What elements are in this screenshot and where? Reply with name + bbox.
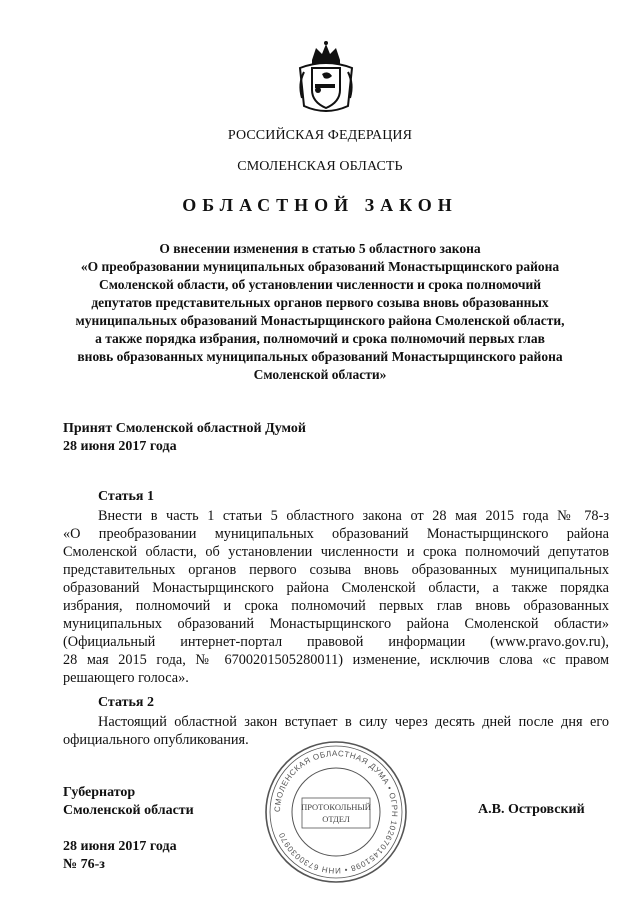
article-1-line: Внести в часть 1 статьи 5 областного закона от 28 мая 2015 года № 78-з xyxy=(98,508,609,524)
subject-line: О внесении изменения в статью 5 областного закона xyxy=(159,241,481,256)
country-name: РОССИЙСКАЯ ФЕДЕРАЦИЯ xyxy=(227,128,413,143)
signing-info xyxy=(63,838,177,874)
subject-line: Смоленской области» xyxy=(253,367,387,382)
subject-line: а также порядка избрания, полномочий и срока полномочий первых глав xyxy=(95,331,545,346)
article-1-line: образований Монастырщинского района Смоленской области, а также порядка xyxy=(63,580,609,596)
subject-line: муниципальных образований Монастырщинского района Смоленской области, xyxy=(75,313,565,328)
adoption-line: Принят Смоленской областной Думой xyxy=(63,421,306,436)
adoption-note xyxy=(63,420,306,456)
subject-line: «О преобразовании муниципальных образований Монастырщинского района xyxy=(80,259,560,274)
seal-ring-text: СМОЛЕНСКАЯ ОБЛАСТНАЯ ДУМА • ОГРН 1026701451098 • ИНН 6730030970 xyxy=(272,748,400,876)
subject-line: Смоленской области, об установлении численности и срока полномочий xyxy=(98,277,542,292)
official-seal xyxy=(262,738,410,886)
article-1-line: муниципальных образований Монастырщинского района Смоленской области» xyxy=(63,616,609,632)
signatory-title-line: Смоленской области xyxy=(63,803,194,818)
document-title: ОБЛАСТНОЙ ЗАКОН xyxy=(182,195,458,215)
article-2-line: Настоящий областной закон вступает в силу через десять дней после дня его xyxy=(98,714,609,730)
signatory-title xyxy=(63,784,194,820)
seal-inner-line: ОТДЕЛ xyxy=(322,814,350,824)
article-1-body xyxy=(63,507,609,687)
signing-date: 28 июня 2017 года xyxy=(63,839,177,854)
subject-line: депутатов представительных органов первого созыва вновь образованных xyxy=(91,295,549,310)
article-2-line: официального опубликования. xyxy=(63,732,249,748)
adoption-date: 28 июня 2017 года xyxy=(63,439,177,454)
law-subject xyxy=(0,240,640,384)
article-1-line: Смоленской области, об установлении численности и срока полномочий депутатов xyxy=(63,544,609,560)
article-1-heading: Статья 1 xyxy=(98,489,154,504)
seal-inner-line: ПРОТОКОЛЬНЫЙ xyxy=(301,802,371,812)
region-name: СМОЛЕНСКАЯ ОБЛАСТЬ xyxy=(237,159,403,174)
article-1-line: «О преобразовании муниципальных образований Монастырщинского района xyxy=(63,526,609,542)
article-2-heading: Статья 2 xyxy=(98,695,154,710)
law-number: № 76-з xyxy=(63,857,105,872)
coat-of-arms-emblem xyxy=(294,40,358,116)
article-1-last-line: решающего голоса». xyxy=(63,670,189,686)
article-1-line: представительных органов первого созыва вновь образованных муниципальных xyxy=(63,562,609,578)
article-1-line: (Официальный интернет-портал правовой информации (www.pravo.gov.ru), xyxy=(63,634,609,650)
article-1-line: 28 мая 2015 года, № 6700201505280011) изменение, исключив слова «с правом xyxy=(63,652,609,668)
signatory-title-line: Губернатор xyxy=(63,785,136,800)
subject-line: вновь образованных муниципальных образований Монастырщинского района xyxy=(77,349,563,364)
article-1-line: избрания, полномочий и срока полномочий первых глав вновь образованных xyxy=(63,598,609,614)
signatory-name: А.В. Островский xyxy=(478,802,585,817)
